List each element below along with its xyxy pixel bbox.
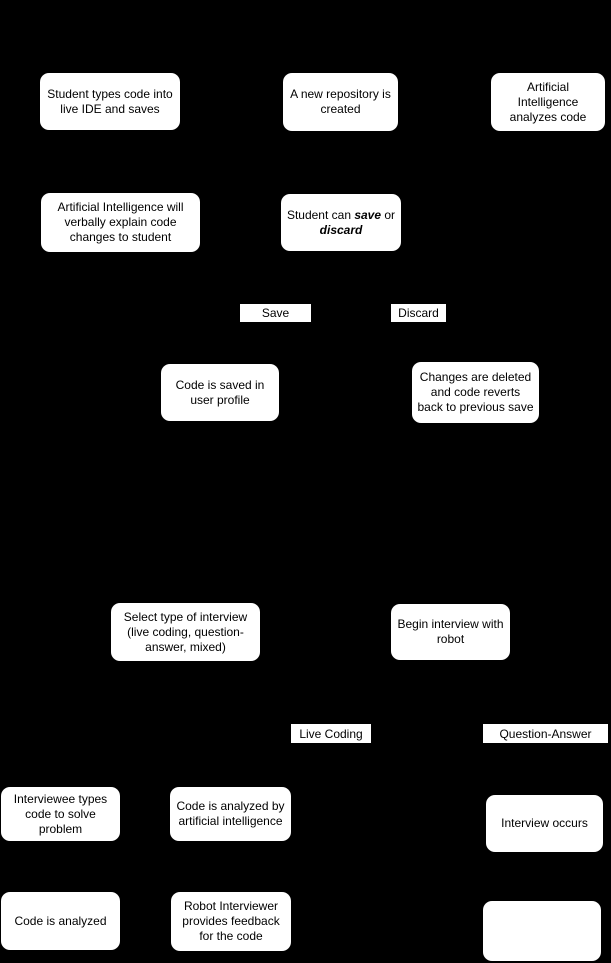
flow-node-code-is-analyzed (1, 892, 120, 950)
flow-node-interview-occurs (486, 795, 603, 852)
save-word-emphasis: save (354, 207, 382, 222)
flow-node-code-saved-user-profile (161, 364, 279, 421)
flow-node-label: Interview occurs (501, 816, 588, 830)
save-discard-text-part2: or (381, 207, 396, 222)
discard-word-emphasis: discard (319, 222, 363, 237)
flow-node-label: Interviewee types code to solve problem (13, 791, 108, 836)
flow-node-changes-deleted-revert (412, 362, 539, 423)
flow-node-label: Artificial Intelligence will verbally explain code changes to student (57, 200, 184, 244)
flow-node-new-repository-created (283, 73, 398, 131)
flow-node-select-interview-type (111, 603, 260, 661)
flow-node-label: Code is analyzed by artificial intelligence (176, 799, 285, 828)
edge-label-text: Question-Answer (499, 726, 592, 741)
flow-node-label: Changes are deleted and code reverts back to previous save (417, 370, 534, 414)
edge-label-text: Discard (398, 306, 439, 320)
flow-node-label: Student types code into live IDE and saves (47, 86, 173, 116)
flow-node-begin-interview-robot (391, 604, 510, 660)
flow-node-robot-provides-feedback (171, 892, 291, 951)
flow-node-interviewee-types-code (1, 787, 120, 841)
flow-node-label (286, 208, 396, 238)
edge-label-save (240, 304, 311, 322)
flow-node-label: A new repository is created (290, 87, 391, 116)
flow-node-student-save-or-discard (281, 194, 401, 251)
flow-node-ai-analyzes-code (491, 73, 605, 131)
flow-node-ai-verbally-explains (41, 193, 200, 252)
edge-label-question-answer (483, 724, 608, 743)
flow-node-label: Artificial Intelligence analyzes code (509, 79, 587, 124)
flow-node-label: Code is analyzed (14, 913, 107, 928)
flow-node-code-analyzed-by-ai (170, 787, 291, 841)
save-discard-text-part1: Student can (286, 207, 355, 222)
edge-label-live-coding (291, 724, 371, 743)
flow-node-label: Begin interview with robot (397, 617, 504, 646)
flow-node-label: Robot Interviewer provides feedback for the code (182, 899, 280, 943)
flow-node-student-types-code (40, 73, 180, 130)
edge-label-text: Live Coding (299, 726, 363, 741)
edge-label-text: Save (261, 306, 290, 320)
flow-node-label: Select type of interview (live coding, question-answer, mixed) (123, 609, 248, 654)
edge-label-discard (391, 304, 446, 322)
flow-node-empty (483, 901, 601, 961)
flow-node-label: Code is saved in user profile (175, 377, 265, 407)
